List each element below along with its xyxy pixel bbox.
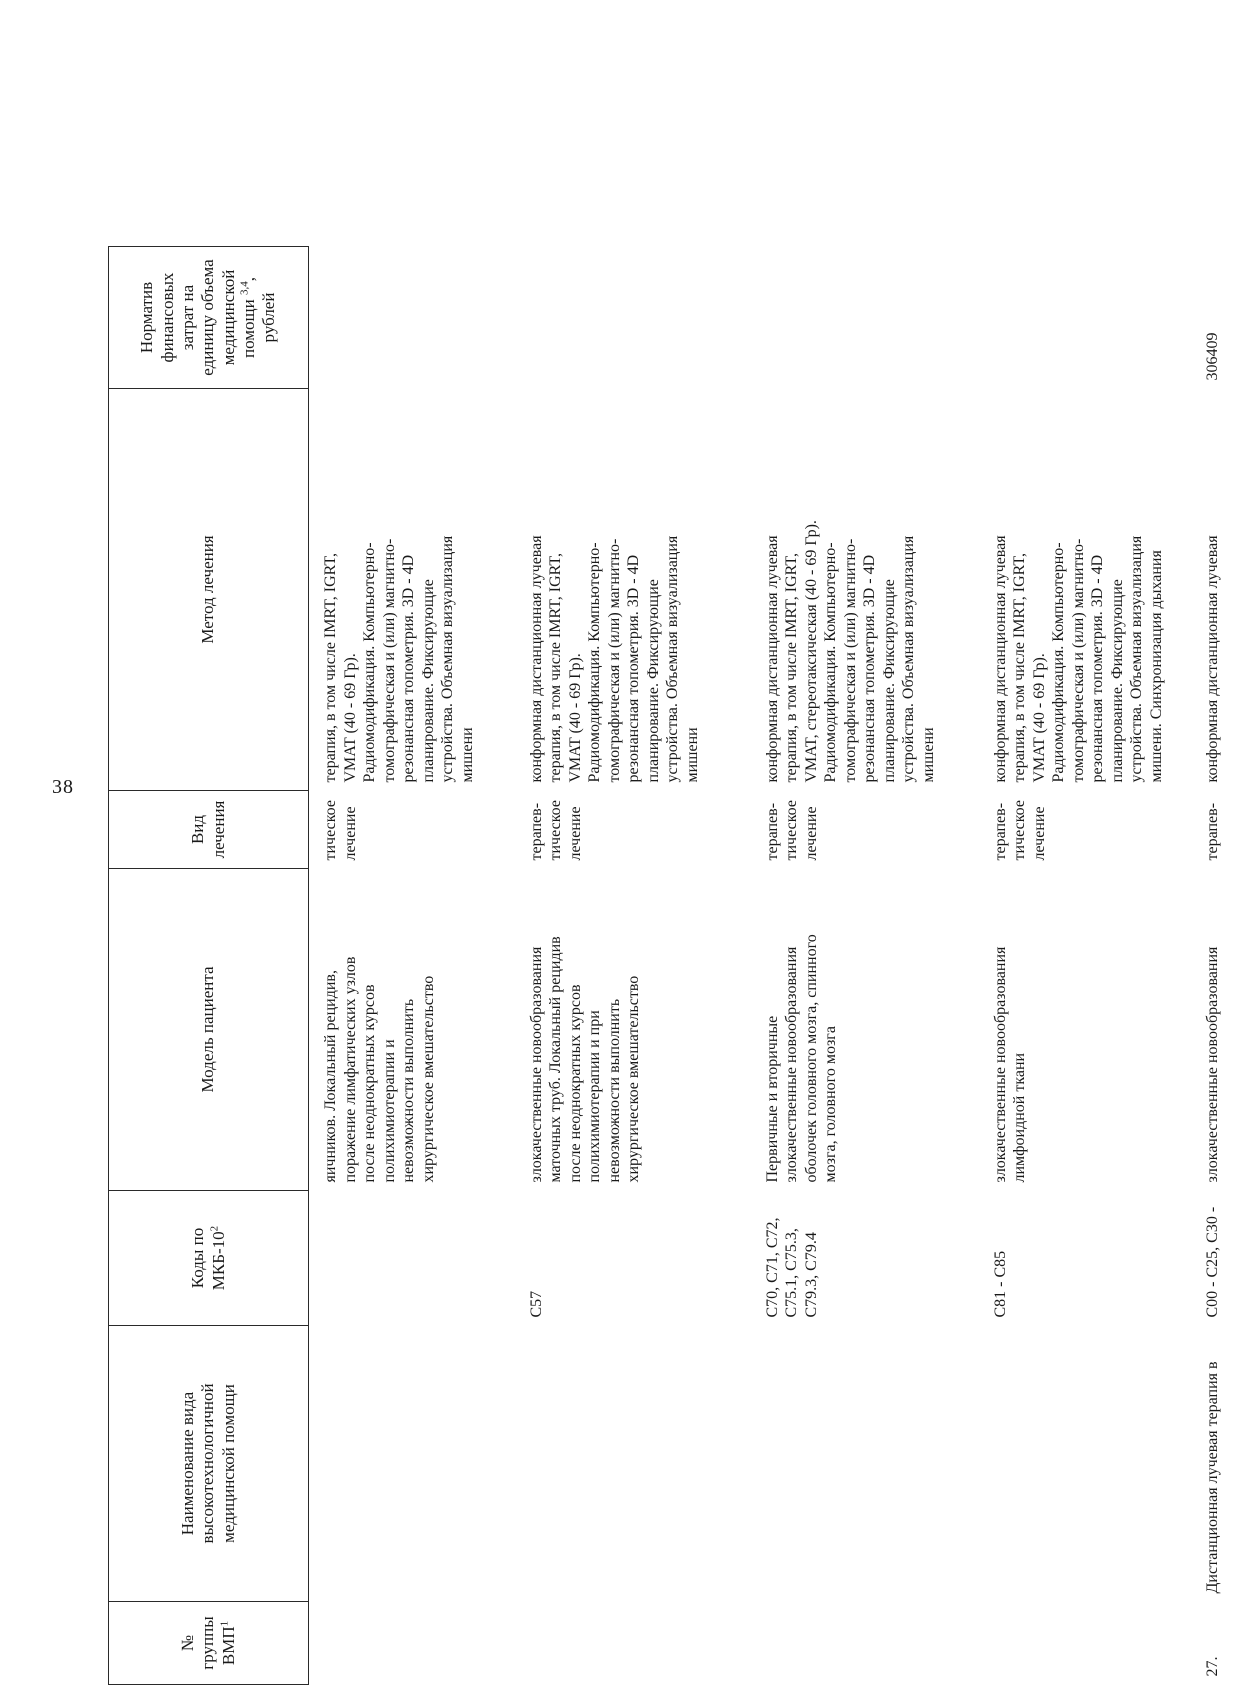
page-number: 38 — [52, 776, 74, 798]
cell-norm — [523, 247, 759, 389]
cell-codes: C57 — [527, 1290, 545, 1318]
header-name: Наименование вида высокотехнологичной медицинской помощи — [109, 1326, 309, 1602]
header-method: Метод лечения — [109, 389, 309, 791]
cell-num — [309, 1602, 523, 1685]
cell-num — [987, 1602, 1199, 1685]
header-codes: Коды по МКБ-$10^2$ — [109, 1191, 309, 1326]
cell-method: конформная дистанционная лучевая терапия, в том числе IMRT, IGRT, VMAT, стереотаксическая (40 - 69 Гр). Радиомодификация. Компьютерно- томографическая и (или) магнитно- резонансная топометрия. 3D - 4D планирование. Фиксирующие устройства. Объемная визуализация мишени — [763, 520, 937, 783]
cell-norm — [987, 247, 1199, 389]
cell-type: терапев- — [1203, 802, 1221, 861]
cell-norm: 306409 — [1203, 332, 1221, 381]
cell-codes: C00 - C25, C30 - — [1203, 1206, 1221, 1318]
cell-method: конформная дистанционная лучевая — [1203, 535, 1221, 783]
header-norm: Норматив финансовых затрат на единицу объема медицинской помощи $^{3,4}$, рублей — [109, 247, 309, 389]
cell-norm — [759, 247, 987, 389]
table-row — [309, 247, 523, 1685]
cell-name — [309, 1326, 523, 1602]
cell-codes: C70, C71, C72, C75.1, C75.3, C79.3, C79.4 — [763, 1217, 820, 1318]
cell-model: злокачественные новообразования — [1203, 946, 1221, 1183]
cell-type: тическое лечение — [322, 800, 359, 861]
cell-num — [759, 1602, 987, 1685]
cell-model: яичников. Локальный рецидив, поражение лимфатических узлов после неоднократных курсов полихимиотерапии и невозможности выполнить хирургическое вмешательство — [322, 956, 437, 1183]
header-model: Модель пациента — [109, 869, 309, 1191]
vmp-table — [108, 246, 1239, 1685]
header-num: № группы ВМП$^1$ — [109, 1602, 309, 1685]
table-row — [987, 247, 1199, 1685]
cell-type: терапев- тическое лечение — [763, 800, 820, 861]
cell-name — [523, 1326, 759, 1602]
cell-model: злокачественные новообразования маточных труб. Локальный рецидив после неоднократных курсов полихимиотерапии и при невозможности выполнить хирургическое вмешательство — [527, 936, 643, 1183]
cell-name: Дистанционная лучевая терапия в — [1203, 1361, 1221, 1594]
cell-name — [987, 1326, 1199, 1602]
cell-type: терапев- тическое лечение — [527, 800, 584, 861]
cell-num — [523, 1602, 759, 1685]
table-body — [309, 247, 1239, 1685]
table-row — [759, 247, 987, 1685]
cell-method: терапия, в том числе IMRT, IGRT, VMAT (40 - 69 Гр). Радиомодификация. Компьютерно- томографическая и (или) магнитно- резонансная топометрия. 3D - 4D планирование. Фиксирующие устройства. Объемная визуализация мишени — [322, 535, 476, 783]
header-type: Вид лечения — [109, 791, 309, 869]
table-row — [523, 247, 759, 1685]
cell-name — [759, 1326, 987, 1602]
cell-method: конформная дистанционная лучевая терапия, в том числе IMRT, IGRT, VMAT (40 - 69 Гр). Радиомодификация. Компьютерно- томографическая и (или) магнитно- резонансная топометрия. 3D - 4D планирование. Фиксирующие устройства. Объемная визуализация мишени. Синхронизация дыхания — [991, 535, 1165, 783]
cell-model: злокачественные новообразования лимфоидной ткани — [991, 946, 1029, 1183]
cell-codes — [309, 1191, 523, 1326]
cell-codes: C81 - C85 — [991, 1250, 1009, 1318]
cell-norm — [309, 247, 523, 389]
table-row — [1199, 247, 1239, 1685]
cell-num: 27. — [1203, 1656, 1221, 1677]
cell-method: конформная дистанционная лучевая терапия, в том числе IMRT, IGRT, VMAT (40 - 69 Гр). Радиомодификация. Компьютерно- томографическая и (или) магнитно- резонансная топометрия. 3D - 4D планирование. Фиксирующие устройства. Объемная визуализация мишени — [527, 535, 701, 783]
cell-model: Первичные и вторичные злокачественные новообразования оболочек головного мозга, спинного мозга, головного мозга — [763, 934, 840, 1183]
cell-type: терапев- тическое лечение — [991, 800, 1048, 861]
table-header — [109, 247, 309, 1685]
